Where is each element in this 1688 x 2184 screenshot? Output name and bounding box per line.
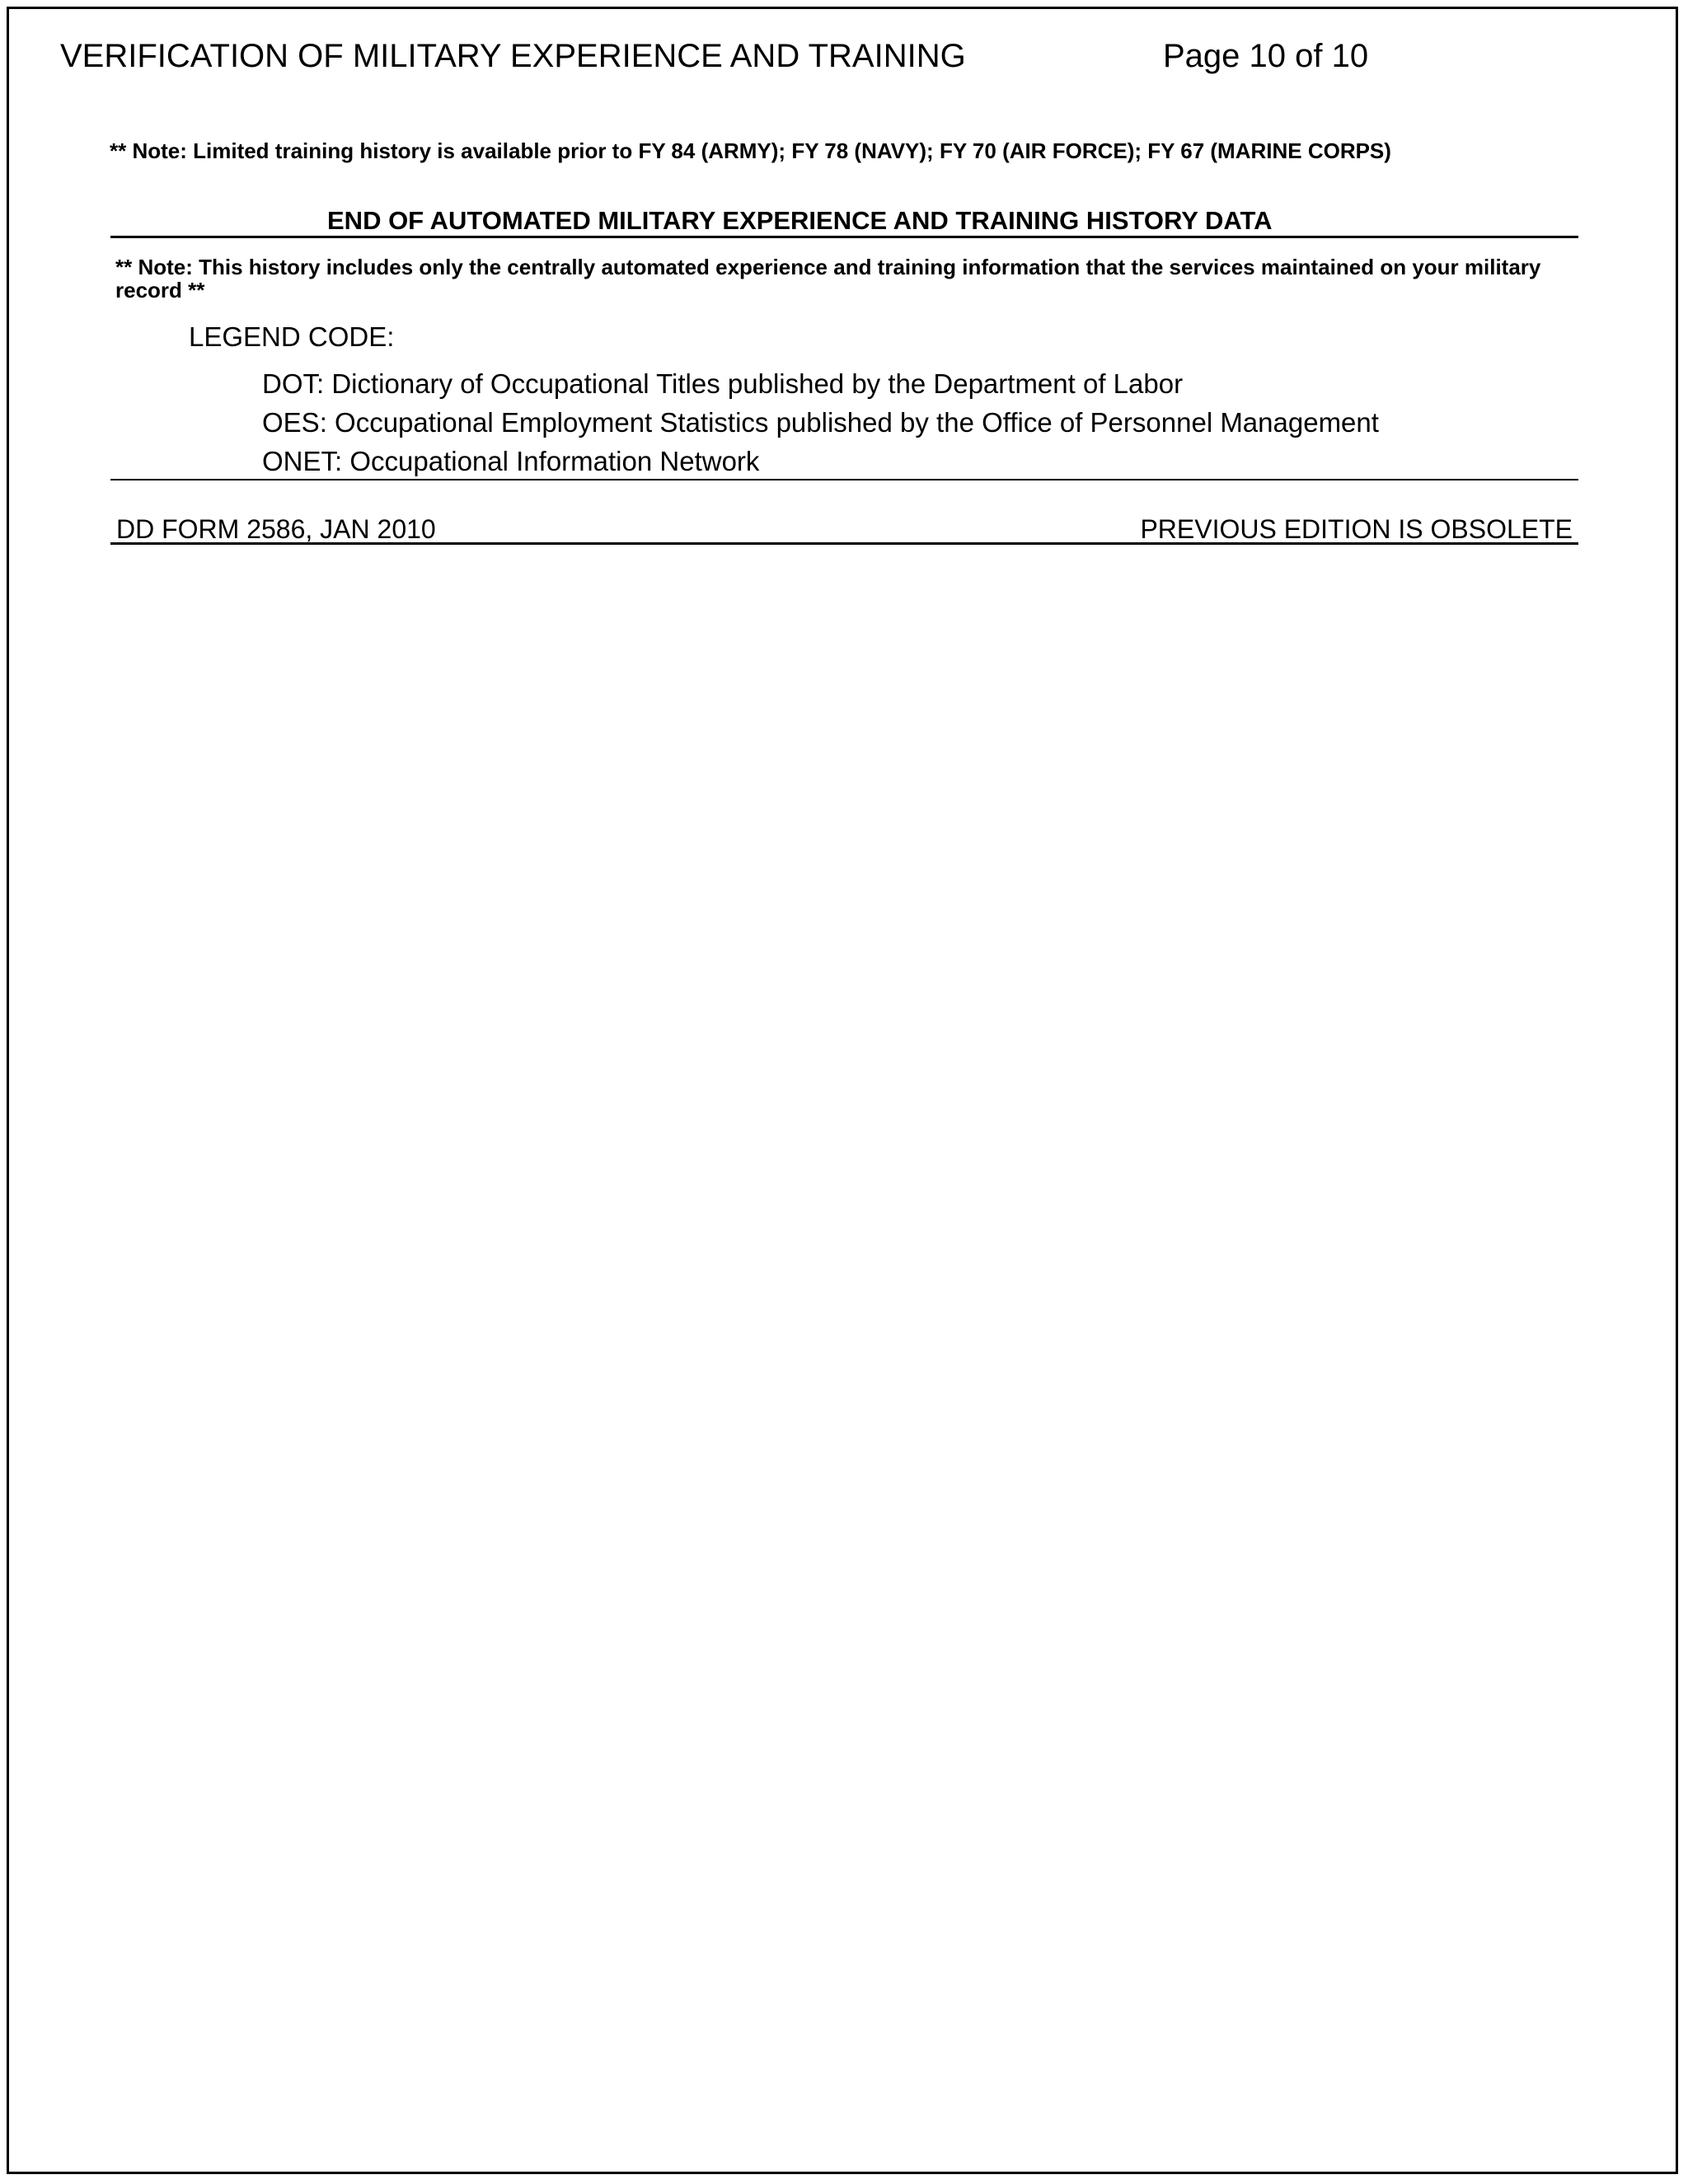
form-footer [110, 513, 1578, 545]
legend-item-dot: DOT: Dictionary of Occupational Titles published by the Department of Labor [262, 368, 1184, 399]
legend-list [262, 364, 1379, 480]
form-number: DD FORM 2586, JAN 2010 [116, 514, 436, 544]
legend-item-oes: OES: Occupational Employment Statistics published by the Office of Personnel Management [262, 407, 1379, 438]
end-of-data-heading [110, 206, 1578, 238]
section-divider [110, 479, 1578, 480]
legend-item-onet: ONET: Occupational Information Network [262, 446, 760, 476]
limited-history-note: ** Note: Limited training history is available prior to FY 84 (ARMY); FY 78 (NAVY); FY 70 (AIR FORCE); FY 67 (MARINE CORPS) [110, 138, 1391, 163]
end-of-data-heading-text: END OF AUTOMATED MILITARY EXPERIENCE AND TRAINING HISTORY DATA [327, 206, 1273, 235]
page-number: Page 10 of 10 [1163, 38, 1369, 74]
history-scope-note: ** Note: This history includes only the centrally automated experience and training information that the services maintained on your military record ** [115, 255, 1541, 302]
edition-notice: PREVIOUS EDITION IS OBSOLETE [1140, 514, 1573, 544]
form-title: VERIFICATION OF MILITARY EXPERIENCE AND TRAINING [60, 38, 966, 74]
legend-title: LEGEND CODE: [189, 321, 395, 352]
